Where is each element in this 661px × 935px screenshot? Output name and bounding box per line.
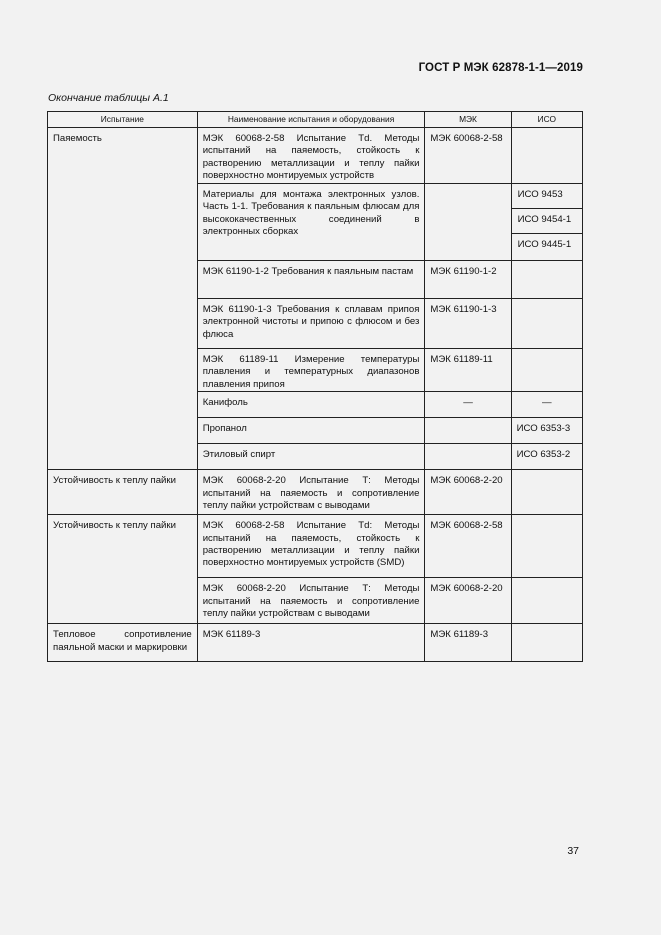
column-header-test: Испытание (48, 112, 198, 128)
name-cell: МЭК 60068-2-20 Испытание Т: Методы испытаний на паяемость и сопротивление теплу пайки устройствам с выводами (197, 578, 425, 624)
test-cell: Тепловое сопротивление паяльной маски и маркировки (48, 624, 198, 662)
table-header-row (48, 112, 583, 128)
iso-cell (511, 299, 582, 349)
iso-cell: — (511, 392, 582, 418)
iec-cell (425, 418, 511, 444)
iec-cell: МЭК 61190-1-3 (425, 299, 511, 349)
iec-cell (425, 184, 511, 261)
iso-cell (511, 578, 582, 624)
test-cell: Паяемость (48, 128, 198, 470)
column-header-name: Наименование испытания и оборудования (197, 112, 425, 128)
iso-cell: ИСО 6353-3 (511, 418, 582, 444)
iso-cell (511, 128, 582, 184)
name-cell: МЭК 61189-3 (197, 624, 425, 662)
iso-cell: ИСО 6353-2 (511, 444, 582, 470)
iec-cell: — (425, 392, 511, 418)
iec-cell (425, 444, 511, 470)
name-cell: Этиловый спирт (197, 444, 425, 470)
name-cell: Канифоль (197, 392, 425, 418)
standards-table (47, 111, 583, 662)
iec-cell: МЭК 61189-11 (425, 349, 511, 392)
iso-cell (511, 349, 582, 392)
iec-cell: МЭК 60068-2-20 (425, 578, 511, 624)
name-cell: Материалы для монтажа электронных узлов. Часть 1-1. Требования к паяльным флюсам для высококачественных соединений в электронных сборках (197, 184, 425, 261)
column-header-iso: ИСО (511, 112, 582, 128)
iec-cell: МЭК 61189-3 (425, 624, 511, 662)
name-cell: МЭК 60068-2-20 Испытание Т: Методы испытаний на паяемость и сопротивление теплу пайки устройствам с выводами (197, 470, 425, 515)
iso-cell (511, 470, 582, 515)
iec-cell: МЭК 61190-1-2 (425, 261, 511, 299)
iso-sub-item: ИСО 9445-1 (517, 239, 572, 250)
iec-cell: МЭК 60068-2-58 (425, 128, 511, 184)
name-cell: МЭК 61190-1-3 Требования к сплавам припоя электронной чистоты и припою с флюсом и без флюса (197, 299, 425, 349)
iso-cell (511, 515, 582, 578)
iso-cell (511, 261, 582, 299)
iec-cell: МЭК 60068-2-20 (425, 470, 511, 515)
name-cell: МЭК 60068-2-58 Испытание Td: Методы испытаний на паяемость, стойкость к растворению металлизации и теплу пайки поверхностно монтируемых устройств (SMD) (197, 515, 425, 578)
name-cell: МЭК 61189-11 Измерение температуры плавления и температурных диапазонов плавления припоя (197, 349, 425, 392)
iso-cell (511, 184, 582, 261)
table-row (48, 128, 583, 184)
name-cell: МЭК 60068-2-58 Испытание Td. Методы испытаний на паяемость, стойкость к растворению металлизации и теплу пайки поверхностно монтируемых устройств (197, 128, 425, 184)
iso-sub-item: ИСО 9453 (512, 184, 582, 209)
name-cell: МЭК 61190-1-2 Требования к паяльным пастам (197, 261, 425, 299)
page-number: 37 (567, 845, 579, 857)
column-header-iec: МЭК (425, 112, 511, 128)
test-cell: Устойчивость к теплу пайки (48, 515, 198, 624)
iso-sub-item: ИСО 9454-1 (512, 209, 582, 234)
table-row (48, 624, 583, 662)
iso-cell (511, 624, 582, 662)
test-cell: Устойчивость к теплу пайки (48, 470, 198, 515)
document-code: ГОСТ Р МЭК 62878-1-1—2019 (418, 62, 583, 74)
name-cell: Пропанол (197, 418, 425, 444)
table-row (48, 515, 583, 578)
table-caption: Окончание таблицы А.1 (48, 92, 169, 104)
iec-cell: МЭК 60068-2-58 (425, 515, 511, 578)
table-row (48, 470, 583, 515)
